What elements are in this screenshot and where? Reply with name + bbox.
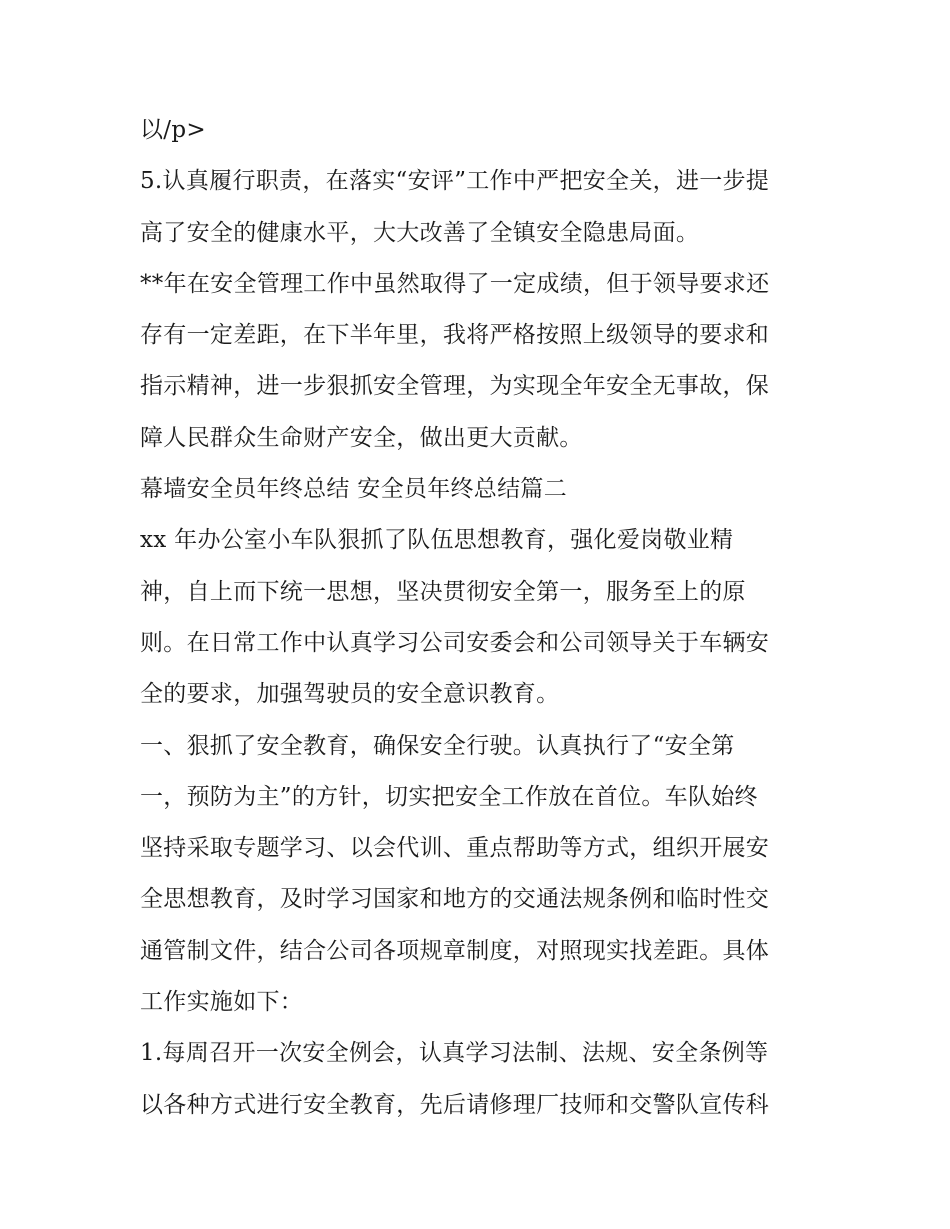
text-line: **年在安全管理工作中虽然取得了一定成绩，但于领导要求还	[140, 270, 770, 297]
text-line: 以各种方式进行安全教育，先后请修理厂技师和交警队宣传科	[140, 1091, 770, 1118]
text-line: 全思想教育，及时学习国家和地方的交通法规条例和临时性交	[140, 886, 770, 913]
text-line: 存有一定差距，在下半年里，我将严格按照上级领导的要求和	[140, 322, 770, 349]
text-line: 5.认真履行职责，在落实“安评”工作中严把安全关，进一步提	[140, 168, 770, 195]
text-line: 指示精神，进一步狠抓安全管理，为实现全年安全无事故，保	[140, 373, 770, 400]
text-line: 一，预防为主”的方针，切实把安全工作放在首位。车队始终	[140, 783, 758, 810]
text-line: 通管制文件，结合公司各项规章制度，对照现实找差距。具体	[140, 937, 770, 964]
section-heading: 幕墙安全员年终总结 安全员年终总结篇二	[140, 476, 568, 503]
text-line: 工作实施如下：	[140, 989, 304, 1016]
text-line: 坚持采取专题学习、以会代训、重点帮助等方式，组织开展安	[140, 835, 770, 862]
text-line: 全的要求，加强驾驶员的安全意识教育。	[140, 681, 560, 708]
text-line: xx 年办公室小车队狠抓了队伍思想教育，强化爱岗敬业精	[140, 527, 734, 554]
text-line: 则。在日常工作中认真学习公司安委会和公司领导关于车辆安	[140, 629, 770, 656]
text-line: 以/p>	[140, 117, 206, 143]
text-line: 1.每周召开一次安全例会，认真学习法制、法规、安全条例等	[140, 1040, 769, 1067]
document-body	[140, 105, 820, 1131]
text-line: 一、狠抓了安全教育，确保安全行驶。认真执行了“安全第	[140, 732, 735, 759]
text-line: 障人民群众生命财产安全，做出更大贡献。	[140, 424, 583, 451]
text-line: 高了安全的健康水平，大大改善了全镇安全隐患局面。	[140, 219, 700, 246]
text-line: 神，自上而下统一思想，坚决贯彻安全第一，服务至上的原	[140, 578, 746, 605]
